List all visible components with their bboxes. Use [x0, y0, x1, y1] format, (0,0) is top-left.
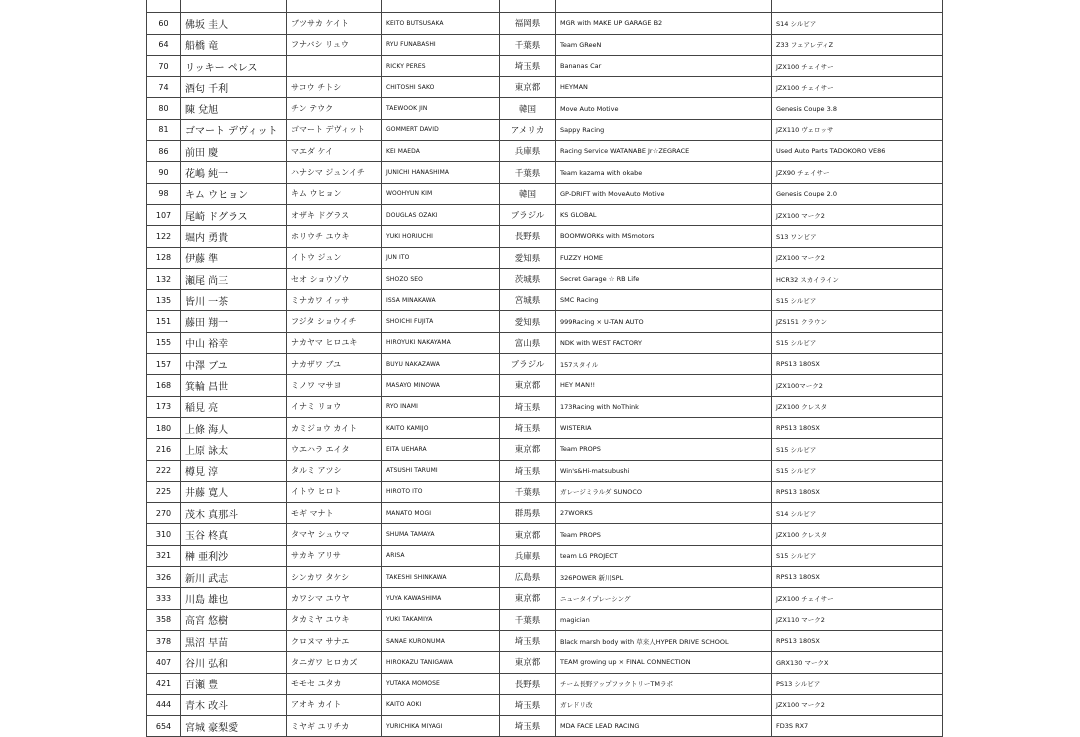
driver-name: キム ウヒョン	[181, 183, 287, 204]
team-name: MDA FACE LEAD RACING	[556, 716, 772, 737]
table-row	[147, 226, 943, 247]
team-name: Team PROPS	[556, 439, 772, 460]
team-name: magician	[556, 609, 772, 630]
table-row	[147, 545, 943, 566]
driver-name: 瀬尾 尚三	[181, 268, 287, 289]
team-name: 999Racing × U-TAN AUTO	[556, 311, 772, 332]
driver-name-roman: HIROTO ITO	[382, 481, 500, 502]
car-model: Z33 フェアレディZ	[772, 34, 943, 55]
car-number: 168	[147, 375, 181, 396]
prefecture: 埼玉県	[500, 694, 556, 715]
team-name: HEYMAN	[556, 77, 772, 98]
car-number: 132	[147, 268, 181, 289]
team-name: FUZZY HOME	[556, 247, 772, 268]
driver-name-roman: TAEWOOK JIN	[382, 98, 500, 119]
driver-name: 船橋 竜	[181, 34, 287, 55]
team-name: Bananas Car	[556, 55, 772, 76]
car-model: S14 シルビア	[772, 13, 943, 34]
prefecture: 長野県	[500, 226, 556, 247]
car-model: S15 シルビア	[772, 439, 943, 460]
driver-name: 稲見 亮	[181, 396, 287, 417]
team-name: Win's&Hi-matsubushi	[556, 460, 772, 481]
driver-name-kana: イナミ リョウ	[287, 396, 382, 417]
team-name: team LG PROJECT	[556, 545, 772, 566]
driver-name-kana: クロヌマ サナエ	[287, 630, 382, 651]
prefecture: 埼玉県	[500, 630, 556, 651]
table-row	[147, 119, 943, 140]
team-name: ニュータイプレーシング	[556, 588, 772, 609]
car-number: 333	[147, 588, 181, 609]
driver-name: 伊藤 準	[181, 247, 287, 268]
driver-name-kana: タニガワ ヒロカズ	[287, 652, 382, 673]
prefecture: 東京都	[500, 524, 556, 545]
table-row	[147, 34, 943, 55]
prefecture: ブラジル	[500, 204, 556, 225]
driver-name-roman: JUN ITO	[382, 247, 500, 268]
car-number: 310	[147, 524, 181, 545]
table-row	[147, 290, 943, 311]
team-name: Team kazama with okabe	[556, 162, 772, 183]
driver-name-roman: HIROYUKI NAKAYAMA	[382, 332, 500, 353]
car-number: 270	[147, 503, 181, 524]
driver-name-kana: シンカワ タケシ	[287, 567, 382, 588]
car-number: 654	[147, 716, 181, 737]
car-number: 157	[147, 354, 181, 375]
table-row	[147, 609, 943, 630]
driver-name-kana: カワシマ ユウヤ	[287, 588, 382, 609]
driver-name-kana: サコウ チトシ	[287, 77, 382, 98]
driver-name-kana: マエダ ケイ	[287, 141, 382, 162]
car-number: 155	[147, 332, 181, 353]
team-name: HEY MAN!!	[556, 375, 772, 396]
driver-name-roman: SHUMA TAMAYA	[382, 524, 500, 545]
prefecture: 埼玉県	[500, 55, 556, 76]
prefecture: 茨城県	[500, 268, 556, 289]
driver-name: 佛坂 圭人	[181, 13, 287, 34]
team-name: GP-DRIFT with MoveAuto Motive	[556, 183, 772, 204]
driver-name-kana: ミヤギ ユリチカ	[287, 716, 382, 737]
car-number: 222	[147, 460, 181, 481]
driver-name-kana: モモセ ユタカ	[287, 673, 382, 694]
team-name: 27WORKS	[556, 503, 772, 524]
prefecture: 千葉県	[500, 609, 556, 630]
table-row	[147, 481, 943, 502]
driver-name: 前田 慶	[181, 141, 287, 162]
driver-name: 上條 海人	[181, 417, 287, 438]
table-row	[147, 98, 943, 119]
team-name: Team GReeN	[556, 34, 772, 55]
table-row	[147, 77, 943, 98]
driver-name-kana: ハナシマ ジュンイチ	[287, 162, 382, 183]
driver-name-kana: キム ウヒョン	[287, 183, 382, 204]
driver-name-roman: YUTAKA MOMOSE	[382, 673, 500, 694]
driver-name-kana: ウエハラ エイタ	[287, 439, 382, 460]
driver-name: ゴマート デヴィット	[181, 119, 287, 140]
team-name: Black marsh body with 草来人HYPER DRIVE SCHOOL	[556, 630, 772, 651]
driver-name: 花嶋 純一	[181, 162, 287, 183]
driver-name: 川島 雄也	[181, 588, 287, 609]
car-number: 216	[147, 439, 181, 460]
prefecture: 東京都	[500, 439, 556, 460]
prefecture: 広島県	[500, 567, 556, 588]
table-row	[147, 417, 943, 438]
driver-name-roman: WOOHYUN KIM	[382, 183, 500, 204]
table-row	[147, 183, 943, 204]
driver-name-roman: ISSA MINAKAWA	[382, 290, 500, 311]
driver-name: 箕輪 昌世	[181, 375, 287, 396]
driver-name-kana: タルミ アツシ	[287, 460, 382, 481]
car-model: RPS13 180SX	[772, 481, 943, 502]
prefecture: 東京都	[500, 375, 556, 396]
car-number: 90	[147, 162, 181, 183]
driver-name-roman: SHOZO SEO	[382, 268, 500, 289]
driver-name: 尾崎 ドグラス	[181, 204, 287, 225]
car-number: 70	[147, 55, 181, 76]
car-model: RPS13 180SX	[772, 417, 943, 438]
driver-name-roman: KAITO KAMIJO	[382, 417, 500, 438]
prefecture: ブラジル	[500, 354, 556, 375]
driver-name-roman: HIROKAZU TANIGAWA	[382, 652, 500, 673]
team-name: SMC Racing	[556, 290, 772, 311]
driver-name-kana: ミナカワ イッサ	[287, 290, 382, 311]
car-model: JZX100 マーク2	[772, 694, 943, 715]
table-row	[147, 311, 943, 332]
prefecture: 埼玉県	[500, 417, 556, 438]
team-name: Secret Garage ☆ RB Life	[556, 268, 772, 289]
driver-name-roman: MANATO MOGI	[382, 503, 500, 524]
car-model: GRX130 マークX	[772, 652, 943, 673]
driver-name-roman: SANAE KURONUMA	[382, 630, 500, 651]
team-name: TEAM growing up × FINAL CONNECTION	[556, 652, 772, 673]
table-row	[147, 630, 943, 651]
driver-name-roman: KEI MAEDA	[382, 141, 500, 162]
driver-name: リッキー ペレス	[181, 55, 287, 76]
table-row	[147, 332, 943, 353]
team-name: Team PROPS	[556, 524, 772, 545]
driver-name: 陳 兌旭	[181, 98, 287, 119]
driver-name: 高宮 悠樹	[181, 609, 287, 630]
table-row	[147, 503, 943, 524]
driver-name: 新川 武志	[181, 567, 287, 588]
driver-name: 樽見 淳	[181, 460, 287, 481]
car-number: 180	[147, 417, 181, 438]
driver-name-kana: フジタ ショウイチ	[287, 311, 382, 332]
car-model: JZX90 チェイサー	[772, 162, 943, 183]
team-name: Move Auto Motive	[556, 98, 772, 119]
car-model: PS13 シルビア	[772, 673, 943, 694]
driver-name-kana: セオ ショウゾウ	[287, 268, 382, 289]
table-row	[147, 652, 943, 673]
prefecture: 埼玉県	[500, 460, 556, 481]
car-number: 151	[147, 311, 181, 332]
driver-name: 中澤 ブユ	[181, 354, 287, 375]
car-model: FD3S RX7	[772, 716, 943, 737]
prefecture: 東京都	[500, 77, 556, 98]
table-row	[147, 354, 943, 375]
table-row	[147, 204, 943, 225]
driver-name: 宮城 豪梨愛	[181, 716, 287, 737]
car-number: 173	[147, 396, 181, 417]
car-model: JZX100 クレスタ	[772, 396, 943, 417]
prefecture: 宮城県	[500, 290, 556, 311]
table-row	[147, 567, 943, 588]
table-row	[147, 588, 943, 609]
table-row	[147, 55, 943, 76]
driver-name: 榊 亜利沙	[181, 545, 287, 566]
driver-name-kana: サカキ アリサ	[287, 545, 382, 566]
driver-name: 皆川 一茶	[181, 290, 287, 311]
car-number: 128	[147, 247, 181, 268]
prefecture: 群馬県	[500, 503, 556, 524]
driver-name: 堀内 勇貴	[181, 226, 287, 247]
car-model: JZX100 チェイサー	[772, 55, 943, 76]
driver-name-kana: ナカヤマ ヒロユキ	[287, 332, 382, 353]
table-row	[147, 13, 943, 34]
table-row	[147, 694, 943, 715]
car-model: JZX110 マーク2	[772, 609, 943, 630]
team-name: KS GLOBAL	[556, 204, 772, 225]
team-name: ガレージミラルダ SUNOCO	[556, 481, 772, 502]
driver-name: 黒沼 早苗	[181, 630, 287, 651]
driver-name-roman: RYU FUNABASHI	[382, 34, 500, 55]
table-row	[147, 162, 943, 183]
driver-name-kana: ブツサカ ケイト	[287, 13, 382, 34]
driver-name-roman: ATSUSHI TARUMI	[382, 460, 500, 481]
table-row	[147, 716, 943, 737]
driver-name-roman: CHITOSHI SAKO	[382, 77, 500, 98]
driver-name-roman: GOMMERT DAVID	[382, 119, 500, 140]
car-number: 122	[147, 226, 181, 247]
table-row	[147, 268, 943, 289]
car-number: 326	[147, 567, 181, 588]
driver-name: 谷川 弘和	[181, 652, 287, 673]
team-name: BOOMWORKs with MSmotors	[556, 226, 772, 247]
table-row	[147, 375, 943, 396]
car-number: 321	[147, 545, 181, 566]
team-name: WISTERIA	[556, 417, 772, 438]
driver-name-roman: YUYA KAWASHIMA	[382, 588, 500, 609]
driver-name-roman: YURICHIKA MIYAGI	[382, 716, 500, 737]
car-model: RPS13 180SX	[772, 630, 943, 651]
car-model: HCR32 スカイライン	[772, 268, 943, 289]
prefecture: 東京都	[500, 652, 556, 673]
driver-name-roman: KAITO AOKI	[382, 694, 500, 715]
prefecture: 富山県	[500, 332, 556, 353]
driver-name-roman: ARISA	[382, 545, 500, 566]
car-model: JZX100 チェイサー	[772, 77, 943, 98]
table-row	[147, 524, 943, 545]
prefecture: 千葉県	[500, 34, 556, 55]
car-number: 378	[147, 630, 181, 651]
car-number: 407	[147, 652, 181, 673]
car-model: S15 シルビア	[772, 545, 943, 566]
prefecture: 東京都	[500, 588, 556, 609]
car-number: 98	[147, 183, 181, 204]
entry-list-sheet	[146, 0, 942, 737]
car-model: Used Auto Parts TADOKORO VE86	[772, 141, 943, 162]
driver-name-kana: チン テウク	[287, 98, 382, 119]
driver-name-kana: イトウ ヒロト	[287, 481, 382, 502]
driver-name-kana: タマヤ シュウマ	[287, 524, 382, 545]
driver-name-kana: ゴマート デヴィット	[287, 119, 382, 140]
car-model: JZX110 ヴェロッサ	[772, 119, 943, 140]
driver-name-kana: カミジョウ カイト	[287, 417, 382, 438]
table-row	[147, 460, 943, 481]
team-name: 326POWER 新川SPL	[556, 567, 772, 588]
table-row	[147, 0, 943, 13]
prefecture: 福岡県	[500, 13, 556, 34]
driver-name-kana: フナバシ リュウ	[287, 34, 382, 55]
driver-name-roman: RYO INAMI	[382, 396, 500, 417]
car-number: 421	[147, 673, 181, 694]
team-name: ガレドリ改	[556, 694, 772, 715]
car-model: JZX100 マーク2	[772, 247, 943, 268]
car-model: S14 シルビア	[772, 503, 943, 524]
driver-name: 井藤 寛人	[181, 481, 287, 502]
driver-name-roman: JUNICHI HANASHIMA	[382, 162, 500, 183]
car-model: JZS151 クラウン	[772, 311, 943, 332]
entry-list-table	[146, 0, 943, 737]
driver-name: 上原 詠太	[181, 439, 287, 460]
driver-name-roman: YUKI TAKAMIYA	[382, 609, 500, 630]
driver-name-roman: EITA UEHARA	[382, 439, 500, 460]
driver-name-roman: SHOICHI FUJITA	[382, 311, 500, 332]
car-number: 358	[147, 609, 181, 630]
team-name: NDK with WEST FACTORY	[556, 332, 772, 353]
driver-name-kana: ホリウチ ユウキ	[287, 226, 382, 247]
driver-name-roman: BUYU NAKAZAWA	[382, 354, 500, 375]
car-number: 81	[147, 119, 181, 140]
driver-name-roman: MASAYO MINOWA	[382, 375, 500, 396]
team-name: MGR with MAKE UP GARAGE B2	[556, 13, 772, 34]
driver-name-kana: オザキ ドグラス	[287, 204, 382, 225]
car-model: JZX100 クレスタ	[772, 524, 943, 545]
driver-name-kana: モギ マナト	[287, 503, 382, 524]
car-model: JZX100マーク2	[772, 375, 943, 396]
car-model: S15 シルビア	[772, 460, 943, 481]
car-model: S13 ワンビア	[772, 226, 943, 247]
prefecture: 愛知県	[500, 247, 556, 268]
car-model: JZX100 チェイサー	[772, 588, 943, 609]
driver-name-kana	[287, 55, 382, 76]
prefecture: 韓国	[500, 183, 556, 204]
table-row	[147, 247, 943, 268]
driver-name-kana: タカミヤ ユウキ	[287, 609, 382, 630]
prefecture: 兵庫県	[500, 141, 556, 162]
car-number: 444	[147, 694, 181, 715]
car-number: 80	[147, 98, 181, 119]
car-model: RPS13 180SX	[772, 567, 943, 588]
driver-name: 青木 改斗	[181, 694, 287, 715]
driver-name-kana: ミノワ マサヨ	[287, 375, 382, 396]
driver-name-kana: ナカザワ ブユ	[287, 354, 382, 375]
car-model: S15 シルビア	[772, 290, 943, 311]
team-name: 173Racing with NoThink	[556, 396, 772, 417]
driver-name-roman: RICKY PERES	[382, 55, 500, 76]
team-name: Sappy Racing	[556, 119, 772, 140]
team-name: 157スタイル	[556, 354, 772, 375]
table-row	[147, 141, 943, 162]
prefecture: 兵庫県	[500, 545, 556, 566]
table-row	[147, 673, 943, 694]
table-row	[147, 396, 943, 417]
driver-name: 茂木 真那斗	[181, 503, 287, 524]
car-model: S15 シルビア	[772, 332, 943, 353]
driver-name-kana: アオキ カイト	[287, 694, 382, 715]
car-model: RPS13 180SX	[772, 354, 943, 375]
table-row	[147, 439, 943, 460]
prefecture: 埼玉県	[500, 716, 556, 737]
prefecture: 埼玉県	[500, 396, 556, 417]
prefecture: 千葉県	[500, 162, 556, 183]
car-number: 107	[147, 204, 181, 225]
driver-name-roman: DOUGLAS OZAKI	[382, 204, 500, 225]
prefecture: アメリカ	[500, 119, 556, 140]
driver-name: 玉谷 柊真	[181, 524, 287, 545]
car-number: 86	[147, 141, 181, 162]
driver-name: 酒匂 千利	[181, 77, 287, 98]
prefecture: 愛知県	[500, 311, 556, 332]
prefecture: 韓国	[500, 98, 556, 119]
car-model: JZX100 マーク2	[772, 204, 943, 225]
car-model: Genesis Coupe 2.0	[772, 183, 943, 204]
car-number: 64	[147, 34, 181, 55]
team-name: Racing Service WATANABE Jr☆ZEGRACE	[556, 141, 772, 162]
driver-name: 藤田 翔一	[181, 311, 287, 332]
car-number: 135	[147, 290, 181, 311]
car-number: 225	[147, 481, 181, 502]
entry-rows	[147, 0, 943, 737]
driver-name: 百瀬 豊	[181, 673, 287, 694]
prefecture: 長野県	[500, 673, 556, 694]
car-number: 60	[147, 13, 181, 34]
driver-name-roman: KEITO BUTSUSAKA	[382, 13, 500, 34]
prefecture: 千葉県	[500, 481, 556, 502]
driver-name-roman: TAKESHI SHINKAWA	[382, 567, 500, 588]
team-name: チーム長野アップファクトリーTMラボ	[556, 673, 772, 694]
car-number: 74	[147, 77, 181, 98]
driver-name: 中山 裕幸	[181, 332, 287, 353]
driver-name-kana: イトウ ジュン	[287, 247, 382, 268]
driver-name-roman: YUKI HORIUCHI	[382, 226, 500, 247]
car-model: Genesis Coupe 3.8	[772, 98, 943, 119]
